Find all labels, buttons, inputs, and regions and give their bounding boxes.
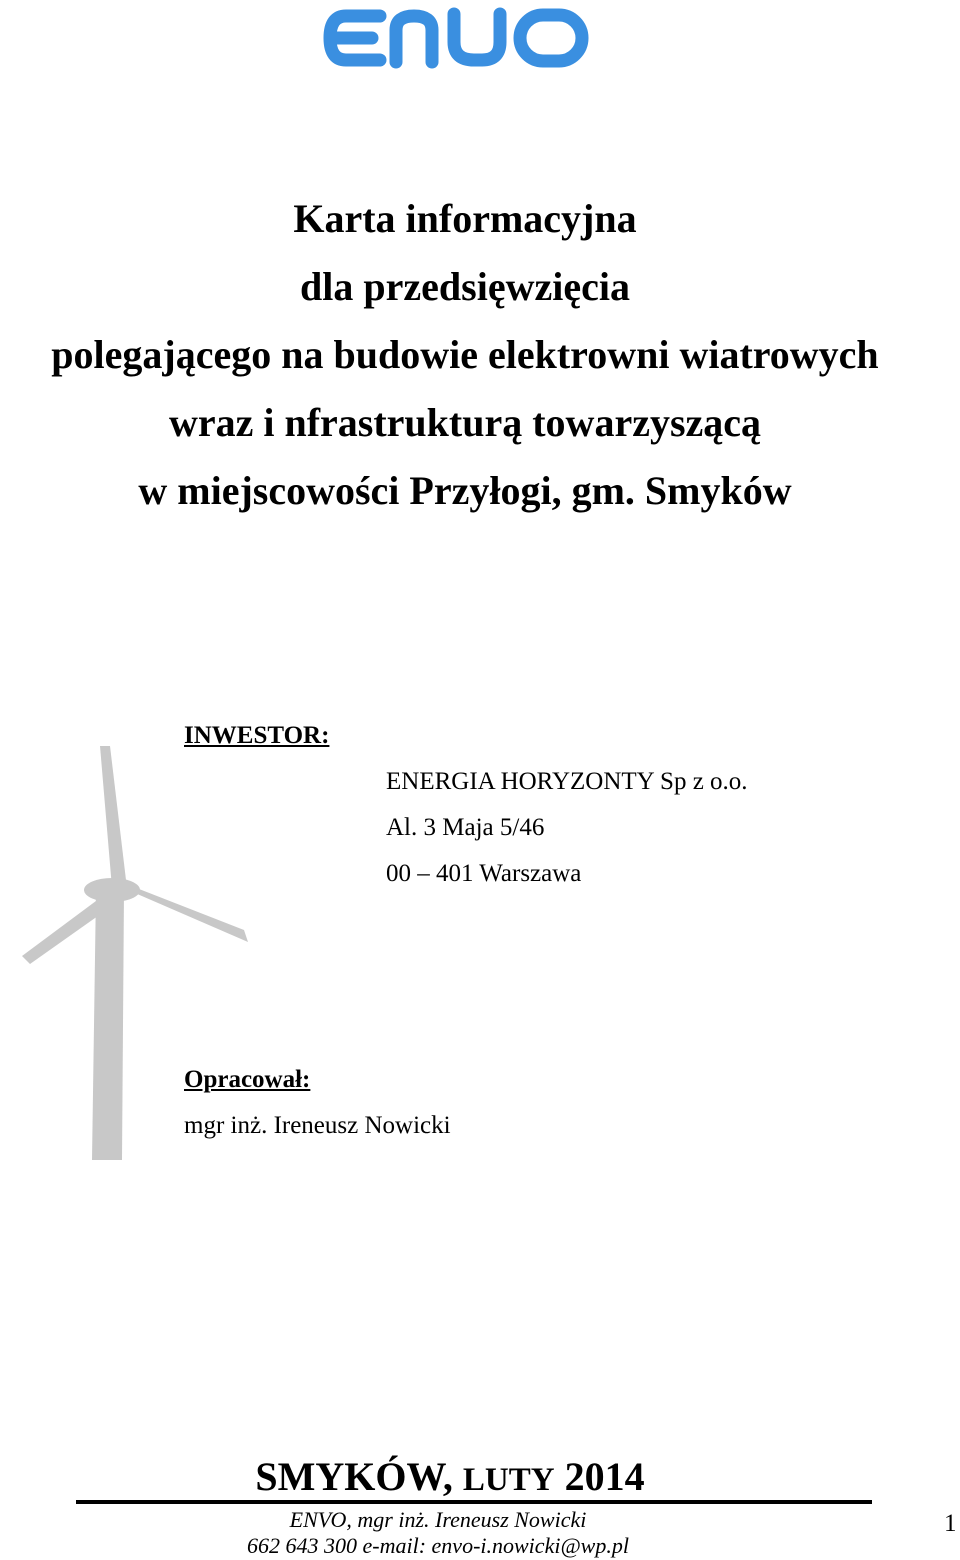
prepared-label: Opracował:: [184, 1066, 311, 1093]
page-number: 1: [944, 1510, 957, 1537]
investor-label: INWESTOR:: [184, 722, 330, 749]
prepared-author: mgr inż. Ireneusz Nowicki: [184, 1112, 451, 1139]
investor-name: ENERGIA HORYZONTY Sp z o.o.: [386, 768, 748, 795]
footer-author: ENVO, mgr inż. Ireneusz Nowicki: [289, 1507, 587, 1532]
wind-turbine-illustration: [0, 730, 260, 1170]
envo-logo-icon: [320, 2, 592, 74]
wind-turbine-icon: [0, 730, 260, 1170]
envo-logo: [320, 2, 592, 74]
title-line-4: wraz i nfrastrukturą towarzyszącą: [168, 400, 762, 445]
title-line-2: dla przedsięwzięcia: [300, 264, 630, 309]
investor-city: 00 – 401 Warszawa: [386, 860, 582, 887]
document-title: [0, 185, 930, 525]
title-line-1: Karta informacyjna: [293, 196, 637, 241]
footer-place: SMYKÓW,: [255, 1454, 463, 1499]
title-line-3: polegającego na budowie elektrowni wiatrowych: [51, 332, 879, 377]
footer-year: 2014: [554, 1454, 645, 1499]
footer-divider: [76, 1500, 872, 1504]
footer-place-date: [0, 1452, 900, 1505]
footer-contact: 662 643 300 e-mail: envo-i.nowicki@wp.pl: [247, 1533, 629, 1558]
footer-month: LUTY: [462, 1462, 555, 1498]
investor-street: Al. 3 Maja 5/46: [386, 814, 545, 841]
title-line-5: w miejscowości Przyłogi, gm. Smyków: [138, 468, 792, 513]
